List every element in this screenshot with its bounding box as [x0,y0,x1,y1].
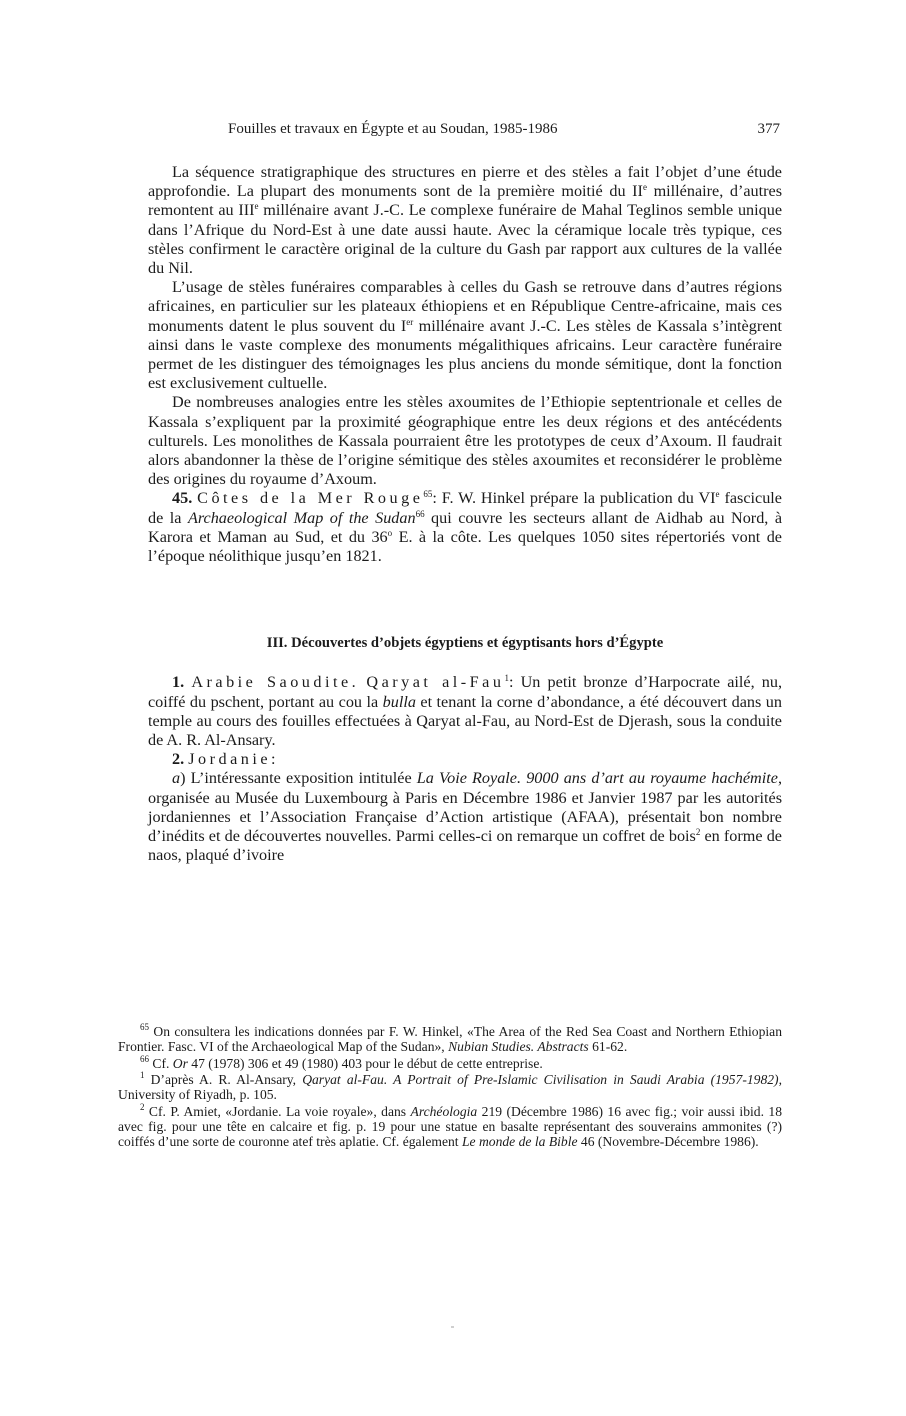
paragraph-jordan: 2. Jordanie: [172,750,276,769]
main-text [148,163,782,866]
section-spacer [148,566,782,634]
running-title: Fouilles et travaux en Égypte et au Soudan, 1985-1986 [228,121,558,137]
footnote-mark: 1 [140,1070,145,1081]
paragraph-funerary-steles: L’usage de stèles funéraires comparables à celles du Gash se retrouve dans d’autres régions africaines, en particulier sur les plateaux éthiopiens et en République Centre-africaine, mais ces monuments datent le plus souvent du Ier millénaire avant J.-C. Les stèles de Kassala s’intègrent ainsi dans le vaste complexe des monuments mégalithiques africains. Leur caractère funéraire permet de les distinguer des témoignages les plus anciens du monde sémitique, dont la fonction est exclusivement cultuelle. [148,278,783,393]
footnote-mark: 66 [140,1053,149,1064]
paragraph-voie-royale: a) L’intéressante exposition intitulée La Voie Royale. 9000 ans d’art au royaume hachémite, organisée au Musée du Luxembourg à Paris en Décembre 1986 et Janvier 1987 par les autorités jordaniennes et l’Association Française d’Action artistique (AFAA), présentait bon nombre d’inédits et de découvertes nouvelles. Parmi celles-ci on remarque un coffret de bois$^2$ en forme de naos, plaqué d’ivoire [148,769,782,865]
footnote-2: $^2$ Cf. P. Amiet, «Jordanie. La voie royale», dans Archéologia 219 (Décembre 1986) 16 avec fig.; voir aussi ibid. 18 avec fig. pour une tête en calcaire et fig. p. 19 pour une statue en basalte représentant des souverains ammonites (?) coiffés d’une sorte de couronne atef très aplatie. Cf. également Le monde de la Bible 46 (Novembre-Décembre 1986). [118,1101,782,1149]
paragraph-axoumite-analogies: De nombreuses analogies entre les stèles axoumites de l’Ethiopie septentrionale et celles de Kassala s’expliquent par la proximité géographique entre les deux régions et des antécédents culturels. Les monolithes de Kassala pourraient être les prototypes de ceux d’Axoum. Il faudrait alors abandonner la thèse de l’origine sémitique des stèles axoumites et reconsidérer le problème des origines du royaume d’Axoum. [148,393,782,489]
running-header [148,121,786,141]
item-title: Côtes de la Mer Rouge [197,489,424,508]
item-number: 1. [172,673,185,692]
section-heading: III. Découvertes d’objets égyptiens et égyptisants hors d’Égypte [266,635,664,652]
footnotes [118,1022,782,1151]
paragraph-stratigraphy: La séquence stratigraphique des structures en pierre et des stèles a fait l’objet d’une étude approfondie. La plupart des monuments sont de la première moitié du IIe millénaire, d’autres remontent au IIIe millénaire avant J.-C. Le complexe funéraire de Mahal Teglinos semble unique dans l’Afrique du Nord-Est à une date aussi haute. Avec la céramique locale très typique, ces stèles confirment le caractère original de la culture du Gash par rapport aux cultures de la vallée du Nil. [148,163,783,278]
heading-spacer [148,653,782,673]
item-number: 2. [172,750,185,769]
item-number: 45. [172,489,193,508]
item-title: Arabie Saoudite. [191,673,360,692]
page-number: 377 [757,121,780,137]
footnote-mark: 65 [140,1022,149,1032]
paragraph-saudi-arabia: 1. Arabie Saoudite. Qaryat al-Fau$^1$: Un petit bronze d’Harpocrate ailé, nu, coiffé du pschent, portant au cou la bulla et tenant la corne d’abondance, a été découvert dans un temple au cours des fouilles effectuées à Qaryat al-Fau, au Nord-Est de Djerash, sous la conduite de A. R. Al-Ansary. [148,673,783,750]
footnote-1: $^1$ D’après A. R. Al-Ansary, Qaryat al-Fau. A Portrait of Pre-Islamic Civilisation in Saudi Arabia (1957-1982), University of Riyadh, p. 105. [118,1070,782,1103]
paragraph-red-sea-coast: 45. Côtes de la Mer Rouge$^{65}$: F. W. Hinkel prépare la publication du VIe fascicule de la Archaeological Map of the Sudan$^{66}$ qui couvre les secteurs allant de Aidhab au Nord, à Karora et Maman au Sud, et du 36$^o$ E. à la côte. Les quelques 1050 sites répertoriés vont de l’époque néolithique jusqu’en 1821. [148,489,783,566]
site-name: Qaryat al-Fau [366,673,505,692]
footnote-65: $^{65}$ On consultera les indications données par F. W. Hinkel, «The Area of the Red Sea Coast and Northern Ethiopian Frontier. Fasc. VI of the Archaeological Map of the Sudan», Nubian Studies. Abstracts 61-62. [118,1022,782,1054]
item-title: Jordanie [188,750,272,769]
footnote-mark: 2 [140,1101,145,1112]
footnote-66: $^{66}$ Cf. Or 47 (1978) 306 et 49 (1980) 403 pour le début de cette entreprise. [140,1053,543,1071]
scan-speck [451,1326,454,1328]
